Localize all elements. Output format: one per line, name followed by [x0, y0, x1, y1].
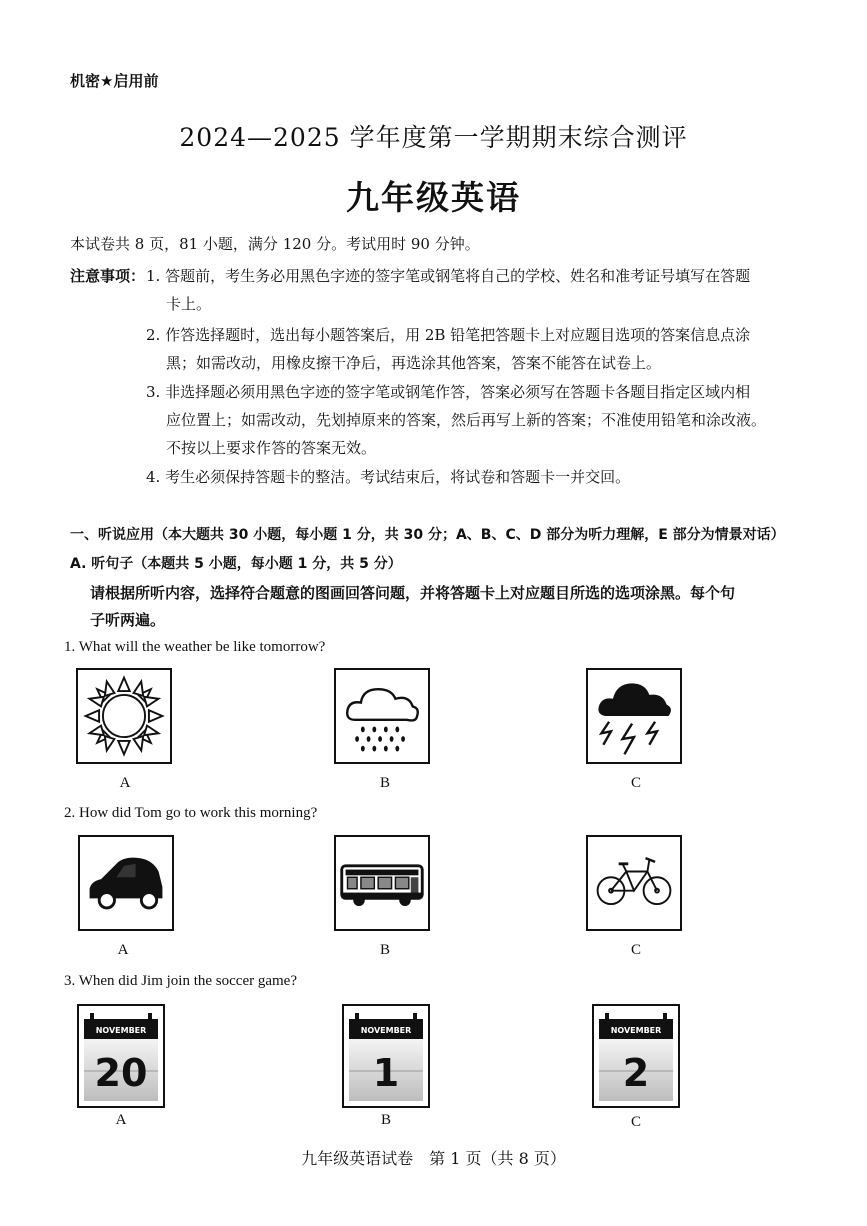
- note-line: 4. 考生必须保持答题卡的整洁。考试结束后，将试卷和答题卡一并交回。: [146, 468, 631, 486]
- note-line: 卡上。: [166, 295, 212, 313]
- option-letter: C: [630, 942, 641, 958]
- rain-cloud-icon: [336, 670, 428, 762]
- option-2b[interactable]: [334, 835, 430, 931]
- calendar-day: 1: [372, 1051, 400, 1095]
- question-3-text: 3. When did Jim join the soccer game?: [64, 973, 297, 989]
- instruction-line: 请根据所听内容，选择符合题意的图画回答问题，并将答题卡上对应题目所选的选项涂黑。每个句: [90, 584, 736, 602]
- option-letter: B: [380, 1112, 391, 1128]
- calendar-day: 2: [622, 1051, 650, 1095]
- part-a-title: A. 听句子（本题共 5 小题，每小题 1 分，共 5 分）: [70, 556, 402, 572]
- option-letter: B: [379, 942, 390, 958]
- exam-subject-title: 九年级英语: [346, 178, 521, 217]
- option-letter: A: [119, 775, 131, 791]
- question-1-text: 1. What will the weather be like tomorrow?: [64, 639, 326, 655]
- calendar-month: NOVEMBER: [95, 1026, 147, 1035]
- note-line: 2. 作答选择题时，选出每小题答案后，用 2B 铅笔把答题卡上对应题目选项的答案信息点涂: [146, 326, 751, 344]
- notes-label: 注意事项：: [70, 267, 146, 285]
- option-1b[interactable]: [334, 668, 430, 764]
- calendar-icon: [76, 1003, 166, 1109]
- sun-icon: [78, 670, 170, 762]
- option-letter: C: [630, 775, 641, 791]
- exam-intro: 本试卷共 8 页，81 小题，满分 120 分。考试用时 90 分钟。: [70, 235, 480, 253]
- option-1c[interactable]: [586, 668, 682, 764]
- note-line: 不按以上要求作答的答案无效。: [166, 439, 377, 457]
- confidential-label: 机密★启用前: [70, 72, 159, 90]
- bicycle-icon: [588, 837, 680, 929]
- option-letter: A: [117, 942, 129, 958]
- option-letter: B: [379, 775, 390, 791]
- calendar-icon: [591, 1003, 681, 1109]
- note-line: 1. 答题前，考生务必用黑色字迹的签字笔或钢笔将自己的学校、姓名和准考证号填写在答题: [146, 267, 751, 285]
- note-line: 3. 非选择题必须用黑色字迹的签字笔或钢笔作答，答案必须写在答题卡各题目指定区域内相: [146, 383, 751, 401]
- calendar-month: NOVEMBER: [360, 1026, 412, 1035]
- calendar-month: NOVEMBER: [610, 1026, 662, 1035]
- exam-title: 2024—2025 学年度第一学期期末综合测评: [179, 123, 688, 152]
- note-line: 黑；如需改动，用橡皮擦干净后，再选涂其他答案，答案不能答在试卷上。: [166, 354, 662, 372]
- option-1a[interactable]: [76, 668, 172, 764]
- car-icon: [80, 837, 172, 929]
- question-2-text: 2. How did Tom go to work this morning?: [64, 805, 318, 821]
- option-3c[interactable]: [591, 1003, 681, 1131]
- bus-icon: [336, 837, 428, 929]
- calendar-day: 20: [94, 1051, 148, 1095]
- page-footer: 九年级英语试卷 第 1 页（共 8 页）: [301, 1149, 566, 1168]
- option-2a[interactable]: [78, 835, 174, 931]
- note-line: 应位置上；如需改动，先划掉原来的答案，然后再写上新的答案；不准使用铅笔和涂改液。: [166, 411, 767, 429]
- calendar-icon: [341, 1003, 431, 1109]
- option-2c[interactable]: [586, 835, 682, 931]
- thunderstorm-icon: [588, 670, 680, 762]
- option-letter: A: [115, 1112, 127, 1128]
- section-title: 一、听说应用（本大题共 30 小题，每小题 1 分，共 30 分；A、B、C、D 部分为听力理解，E 部分为情景对话）: [70, 527, 785, 543]
- option-letter: C: [630, 1114, 641, 1130]
- instruction-line: 子听两遍。: [90, 611, 166, 629]
